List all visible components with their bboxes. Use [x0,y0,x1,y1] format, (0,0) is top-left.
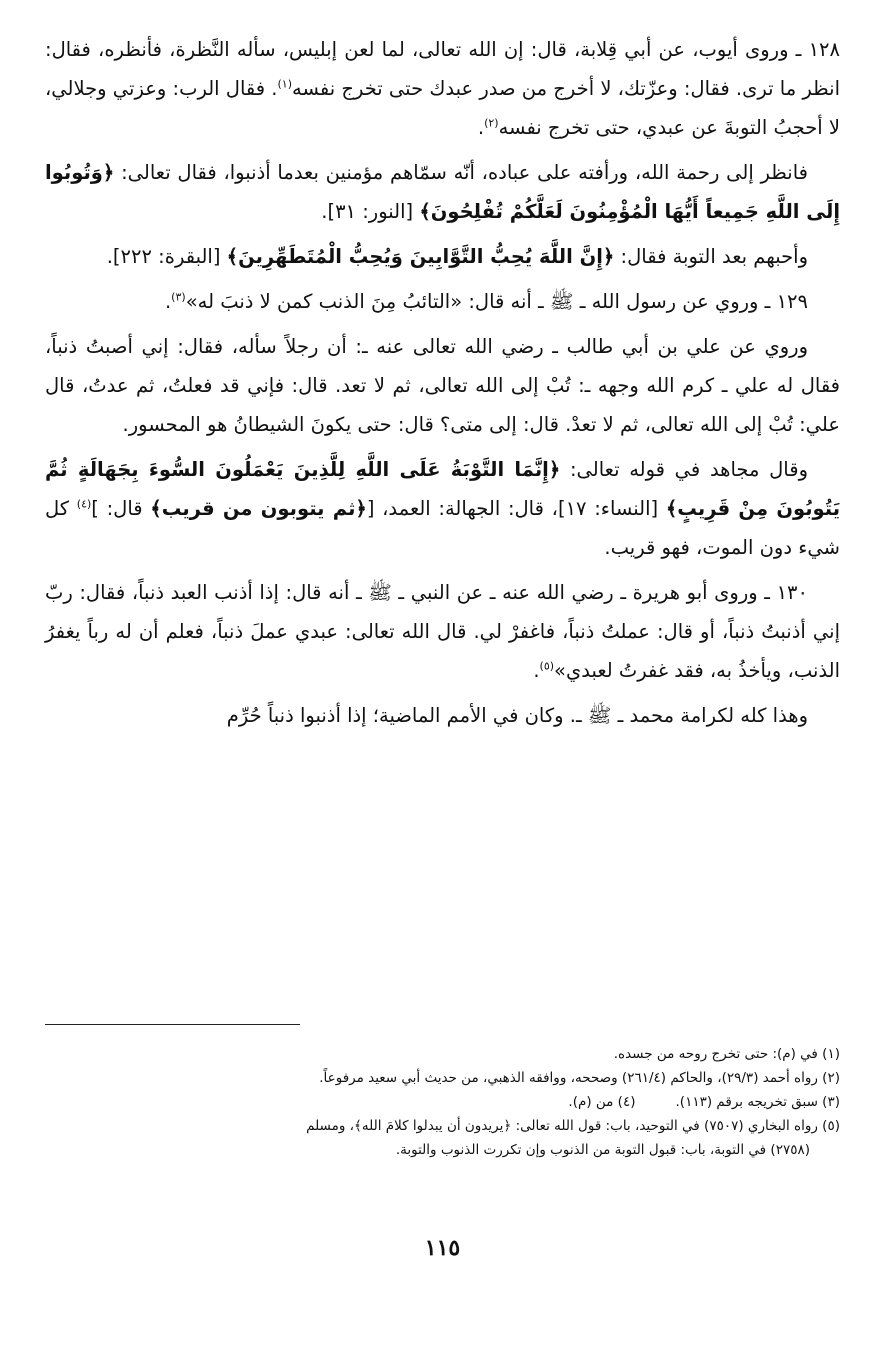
text-run: وروي عن علي بن أبي طالب ـ رضي الله تعالى عنه ـ: أن رجلاً سأله، فقال: إني أصبتُ ذنباً، فقال له علي ـ كرم الله وجهه ـ: تُبْ إلى الله تعالى، ثم لا تعد. قال: فإني قد فعلتُ، ثم عدتُ، قال علي: تُبْ إلى الله تعالى، ثم لا تعدْ. قال: إلى متى؟ قال: حتى يكونَ الشيطانُ هو المحسور. [45,335,840,436]
paragraph [45,237,840,276]
quran-verse: ﴿ثم يتوبون من قريب﴾ [150,497,367,520]
text-run: وأحبهم بعد التوبة فقال: [614,245,808,268]
footnote-text: (٤) من (م). [568,1094,636,1110]
footnote-text: (١) في (م): حتى تخرج روحه من جسده. [613,1046,840,1062]
text-run: [البقرة: ٢٢٢]. [106,245,227,268]
text-run: . فقال الرب: وعزتي وجلالي، لا أحجبُ التوبةَ عن عبدي، حتى تخرج نفسه [45,77,840,139]
footnote [45,1090,840,1114]
paragraph [45,282,840,321]
text-run: قال: ] [91,497,151,520]
footnote-separator [45,1024,300,1025]
paragraph [45,30,840,147]
paragraph [45,327,840,444]
footnote-text: (٢٧٥٨) في التوبة، باب: قبول التوبة من الذنوب وإن تكررت الذنوب والتوبة. [395,1142,810,1158]
footnote-text: (٣) سبق تخريجه برقم (١١٣). [675,1094,840,1110]
footnote-ref: (٢) [484,116,499,130]
text-run: [النور: ٣١]. [321,200,420,223]
footnote [45,1066,840,1090]
text-run: ١٢٩ ـ وروي عن رسول الله ـ ﷺ ـ أنه قال: «التائبُ مِنَ الذنب كمن لا ذنبَ له» [185,290,808,313]
footnote-ref: (٤) [76,497,92,511]
footnotes [45,1042,840,1162]
quran-verse: ﴿إِنَّمَا التَّوْبَةُ عَلَى اللَّهِ لِلَّذِينَ يَعْمَلُونَ السُّوءَ بِجَهَالَةٍ ثُمَّ يَتُوبُونَ مِنْ قَرِيبٍ﴾ [45,458,841,520]
footnote-ref: (٥) [539,659,555,673]
footnote-ref: (١) [277,77,292,91]
footnote [45,1138,840,1162]
text-run: . [533,659,540,682]
footnote-ref: (٣) [171,290,186,304]
main-text [45,30,840,735]
footnote-text: (٥) رواه البخاري (٧٥٠٧) في التوحيد، باب: قول الله تعالى: ﴿يريدون أن يبدلوا كلامَ الله﴾، ومسلم [306,1118,840,1134]
quran-verse: ﴿وَتُوبُوا إِلَى اللَّهِ جَمِيعاً أَيُّهَا الْمُؤْمِنُونَ لَعَلَّكُمْ تُفْلِحُونَ﴾ [45,161,840,223]
page-number: ١١٥ [424,1235,461,1261]
footnote [45,1042,840,1066]
text-run: كل شيء دون الموت، فهو قريب. [45,497,840,559]
paragraph [45,153,840,231]
text-run: ١٢٨ ـ وروى أيوب، عن أبي قِلابة، قال: إن الله تعالى، لما لعن إبليس، سأله النَّظرة، فأنظره، فقال: انظر ما ترى. فقال: وعزّتك، لا أخرج من صدر عبدك حتى تخرج نفسه [45,38,840,100]
paragraph [45,696,840,735]
text-run: . [477,116,485,139]
text-run: فانظر إلى رحمة الله، ورأفته على عباده، أنّه سمّاهم مؤمنين بعدما أذنبوا، فقال تعالى: [114,161,808,184]
text-run: وهذا كله لكرامة محمد ـ ﷺ ـ. وكان في الأمم الماضية؛ إذا أذنبوا ذنباً حُرِّم [226,704,808,727]
text-run: . [164,290,172,313]
footnote [45,1114,840,1138]
text-run: [النساء: ١٧]، قال: الجهالة: العمد، [ [366,497,666,520]
paragraph [45,450,840,567]
text-run: وقال مجاهد في قوله تعالى: [560,458,808,481]
book-page [45,30,841,1261]
footnote-text: (٢) رواه أحمد (٢٩/٣)، والحاكم (٢٦١/٤) وصححه، ووافقه الذهبي، من حديث أبي سعيد مرفوعاً. [319,1070,840,1086]
quran-verse: ﴿إِنَّ اللَّهَ يُحِبُّ التَّوَّابِينَ وَيُحِبُّ الْمُتَطَهِّرِينَ﴾ [226,245,615,268]
text-run: ١٣٠ ـ وروى أبو هريرة ـ رضي الله عنه ـ عن النبي ـ ﷺ ـ أنه قال: إذا أذنب العبد ذنباً، فقال: ربّ إني أذنبتُ ذنباً، أو قال: عملتُ ذنباً، فاغفرْ لي. قال الله تعالى: عبدي عملَ ذنباً، فعلم أن له رباً يغفرُ الذنب، ويأخذُ به، فقد غفرتُ لعبدي» [45,581,840,682]
paragraph [45,573,840,690]
